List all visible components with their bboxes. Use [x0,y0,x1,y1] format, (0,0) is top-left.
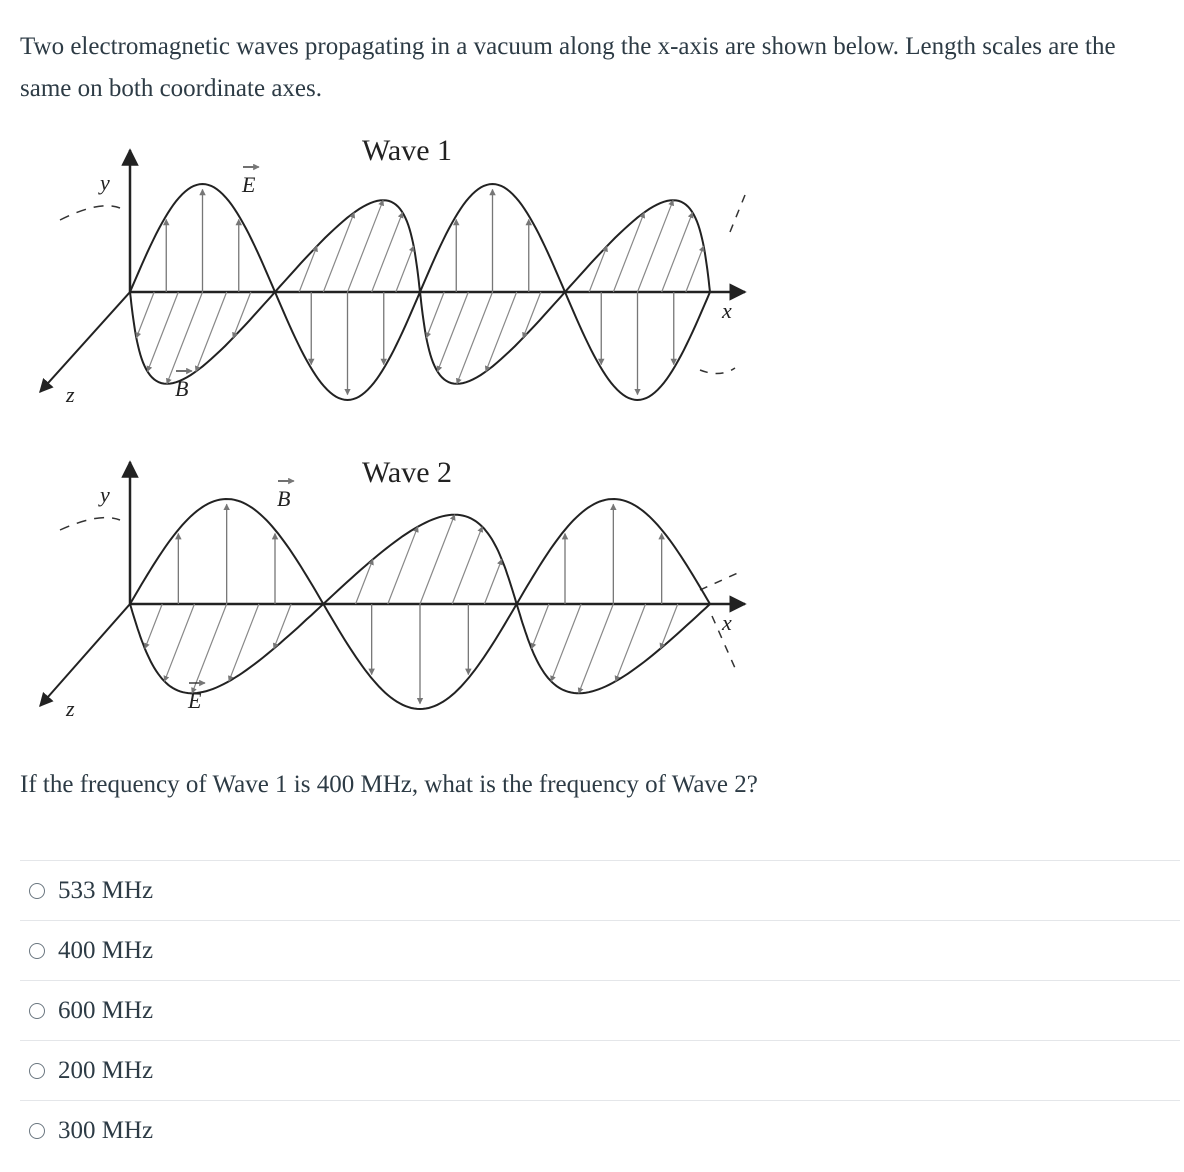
wave-2-z-label: z [66,696,75,721]
wave-2-y-label: y [100,482,110,507]
wave-1-diagram [40,134,745,407]
wave-1-vertical-field-label: E [242,172,256,197]
wave-2-horizontal-vector [532,604,549,649]
wave-2-horizontal-vector [452,527,482,604]
wave-2-x-label: x [722,610,732,635]
question-prompt: If the frequency of Wave 1 is 400 MHz, what is the frequency of Wave 2? [20,771,758,798]
wave-2-horizontal-vector [484,559,501,604]
wave-1-x-label: x [722,298,732,323]
radio-button-icon[interactable] [29,883,45,899]
answer-option[interactable] [20,860,1180,920]
wave-1-y-label: y [100,170,110,195]
wave-1-horizontal-vector [136,292,154,338]
wave-2-dash-left [60,518,120,530]
radio-button-icon[interactable] [29,1063,45,1079]
answer-option[interactable] [20,980,1180,1040]
answer-label: 600 MHz [58,996,154,1024]
wave-2-horizontal-field-label: E [188,688,202,713]
wave-1-horizontal-vector [426,292,444,338]
wave-1-horizontal-vector [589,246,607,292]
radio-button-icon[interactable] [29,943,45,959]
wave-1-horizontal-vector [396,246,414,292]
question-intro: Two electromagnetic waves propagating in a vacuum along the x-axis are shown below. Length scales are the same on both coordinate axes. [20,33,1116,102]
wave-2-horizontal-vector [229,604,259,681]
wave-diagram [0,120,800,740]
wave-2-horizontal-vector [164,604,194,681]
wave-2-horizontal-vector [616,604,646,681]
radio-button-icon[interactable] [29,1123,45,1139]
wave-1-z-axis [40,292,130,392]
wave-1-horizontal-vector [233,292,251,338]
wave-1-horizontal-field-label: B [175,376,189,401]
wave-2-z-axis [40,604,130,706]
wave-figure [0,120,800,740]
wave-1-dash-right [700,368,735,374]
wave-1-horizontal-vector [523,292,541,338]
answer-label: 400 MHz [58,936,154,964]
answer-option[interactable] [20,1040,1180,1100]
wave-2-horizontal-vector [420,515,455,604]
wave-2-horizontal-vector [388,527,418,604]
wave-1-horizontal-vector [299,246,317,292]
wave-1-dash-left [60,206,120,220]
wave-1-horizontal-vector [372,212,403,292]
wave-2-dash-right [700,572,740,590]
wave-1-horizontal-vector [686,246,704,292]
radio-button-icon[interactable] [29,1003,45,1019]
answer-option[interactable] [20,1100,1180,1160]
wave-1-horizontal-vector [437,292,468,372]
wave-2-horizontal-vector [145,604,162,649]
wave-1-title: Wave 1 [362,134,453,167]
wave-2-vertical-field-label: B [277,486,291,511]
wave-2-horizontal-vector [192,604,227,693]
wave-1-horizontal-vector [147,292,178,372]
wave-1-horizontal-vector [662,212,693,292]
wave-2-title: Wave 2 [362,456,453,489]
answer-label: 300 MHz [58,1116,154,1144]
wave-1-z-label: z [66,382,75,407]
wave-1-dash-top [730,195,745,232]
answer-list [20,860,1180,1160]
wave-2-horizontal-vector [551,604,581,681]
answer-label: 200 MHz [58,1056,154,1084]
answer-label: 533 MHz [58,876,154,904]
wave-2-diagram [40,456,745,721]
answer-option[interactable] [20,920,1180,980]
wave-2-horizontal-vector [579,604,614,693]
